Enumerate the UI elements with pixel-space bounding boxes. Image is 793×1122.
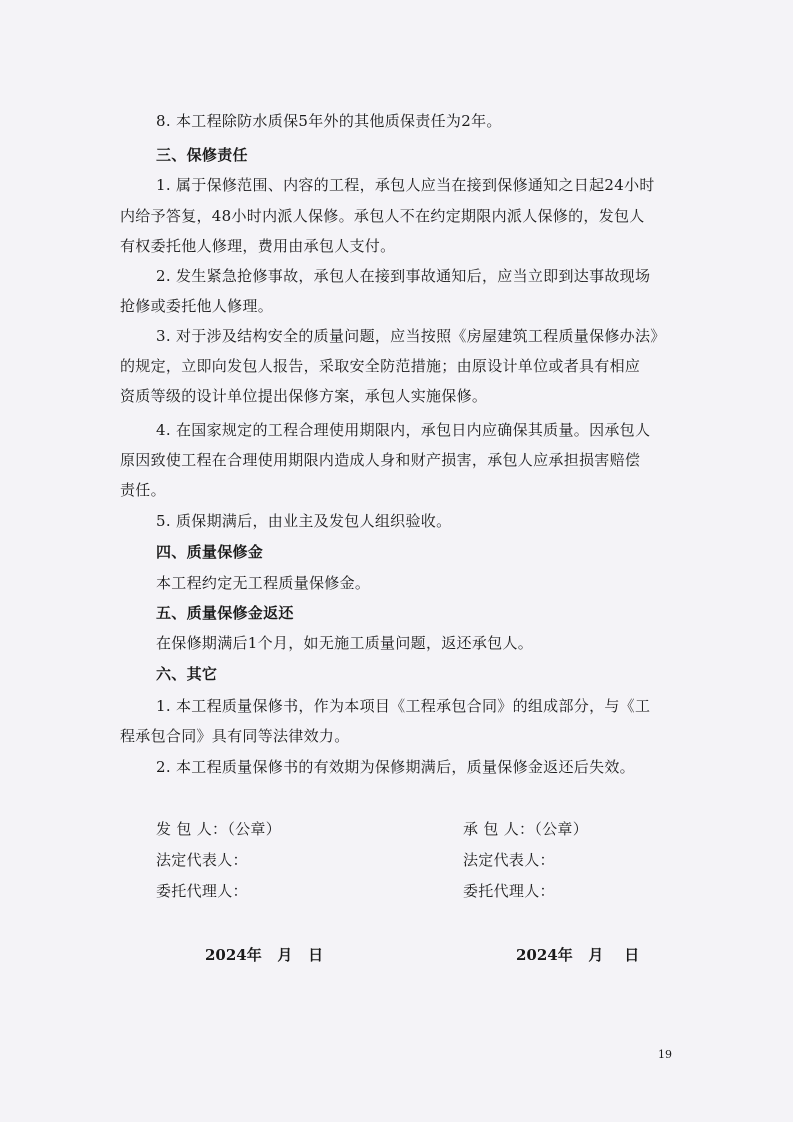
s3-p3-line2: 的规定，立即向发包人报告，采取安全防范措施；由原设计单位或者具有相应 (120, 357, 641, 375)
section-6-title: 六、其它 (156, 665, 218, 683)
section-5-title: 五、质量保修金返还 (156, 604, 294, 622)
contractor-seal-label: 承 包 人：（公章） (463, 820, 589, 838)
contractor-date: 2024年 月 日 (516, 946, 640, 964)
s3-p4-line3: 责任。 (120, 481, 166, 499)
s3-p2-line1: 2. 发生紧急抢修事故，承包人在接到事故通知后，应当立即到达事故现场 (156, 267, 651, 285)
section-4-title: 四、质量保修金 (156, 543, 264, 561)
s3-p4-line2: 原因致使工程在合理使用期限内造成人身和财产损害，承包人应承担损害赔偿 (120, 451, 641, 469)
employer-agent-label: 委托代理人： (156, 882, 248, 900)
s3-p3-line3: 资质等级的设计单位提出保修方案，承包人实施保修。 (120, 387, 488, 405)
contractor-agent-label: 委托代理人： (463, 882, 555, 900)
s3-p1-line2: 内给予答复，48小时内派人保修。承包人不在约定期限内派人保修的，发包人 (120, 207, 645, 225)
page-number: 19 (658, 1048, 672, 1061)
contractor-legal-rep-label: 法定代表人： (463, 851, 555, 869)
s6-p1-line2: 程承包合同》具有同等法律效力。 (120, 727, 350, 745)
clause-8: 8. 本工程除防水质保5年外的其他质保责任为2年。 (156, 112, 502, 130)
s3-p1-line1: 1. 属于保修范围、内容的工程，承包人应当在接到保修通知之日起24小时 (156, 176, 655, 194)
s3-p3-line1: 3. 对于涉及结构安全的质量问题，应当按照《房屋建筑工程质量保修办法》 (156, 327, 666, 345)
s4-p1: 本工程约定无工程质量保修金。 (156, 574, 371, 592)
s3-p2-line2: 抢修或委托他人修理。 (120, 297, 274, 315)
section-3-title: 三、保修责任 (156, 146, 248, 164)
s6-p2: 2. 本工程质量保修书的有效期为保修期满后，质量保修金返还后失效。 (156, 758, 635, 776)
s3-p1-line3: 有权委托他人修理，费用由承包人支付。 (120, 237, 396, 255)
employer-seal-label: 发 包 人：（公章） (156, 820, 282, 838)
s5-p1: 在保修期满后1个月，如无施工质量问题，返还承包人。 (156, 634, 534, 652)
employer-date: 2024年 月 日 (205, 946, 324, 964)
employer-legal-rep-label: 法定代表人： (156, 851, 248, 869)
s3-p5: 5. 质保期满后，由业主及发包人组织验收。 (156, 512, 452, 530)
s6-p1-line1: 1. 本工程质量保修书，作为本项目《工程承包合同》的组成部分，与《工 (156, 697, 651, 715)
s3-p4-line1: 4. 在国家规定的工程合理使用期限内，承包日内应确保其质量。因承包人 (156, 421, 651, 439)
